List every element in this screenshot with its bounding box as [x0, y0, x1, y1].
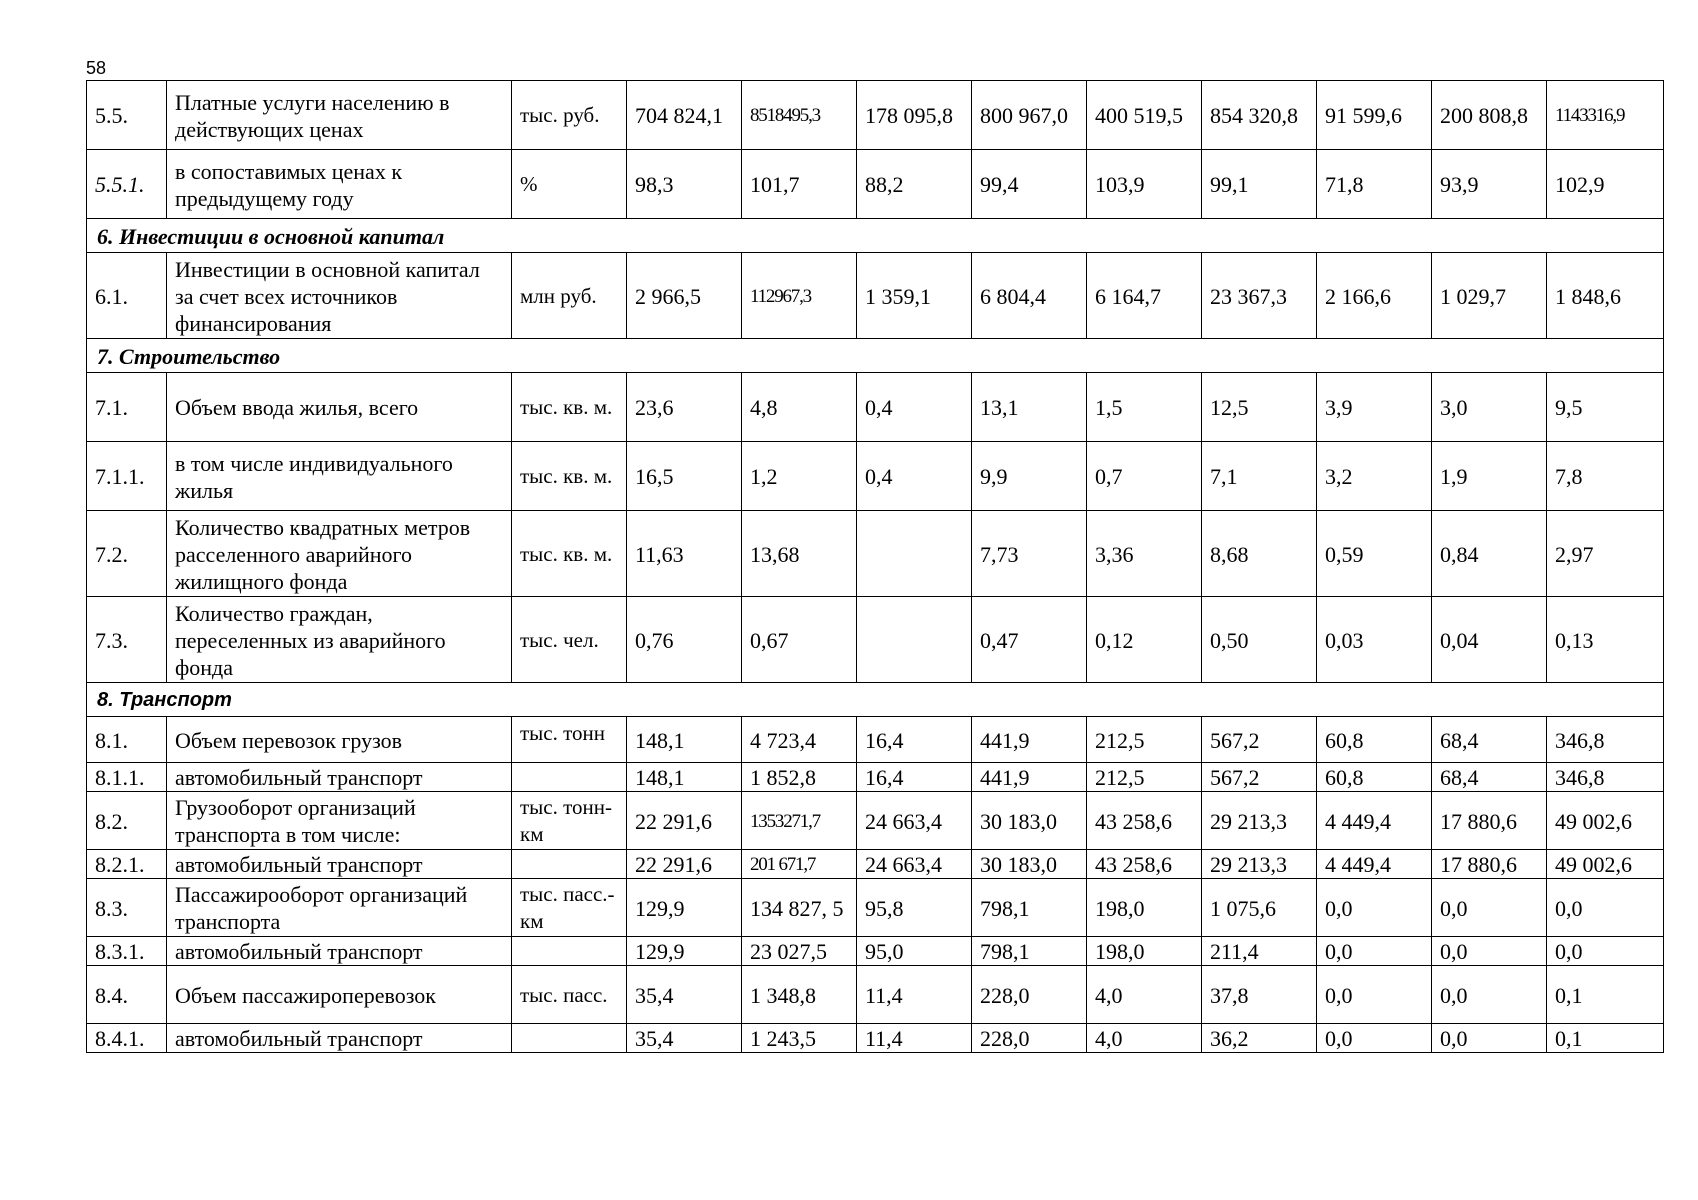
value-cell: 198,0: [1087, 879, 1202, 937]
value-cell: 0,13: [1547, 597, 1664, 683]
row-unit: тыс. пасс.: [512, 966, 627, 1024]
value-cell: 129,9: [627, 879, 742, 937]
row-code: 5.5.: [87, 81, 167, 150]
section-title: 8. Транспорт: [87, 683, 1664, 717]
value-cell: 9,5: [1547, 373, 1664, 442]
value-cell: 0,4: [857, 442, 972, 511]
value-cell: 102,9: [1547, 150, 1664, 219]
statistics-table: [86, 80, 1664, 1053]
value-cell: 704 824,1: [627, 81, 742, 150]
value-cell: 0,0: [1317, 879, 1432, 937]
value-cell: 0,0: [1317, 937, 1432, 966]
value-cell: 35,4: [627, 1024, 742, 1053]
section-title: 7. Строительство: [87, 339, 1664, 373]
row-name: автомобильный транспорт: [167, 937, 512, 966]
value-cell: 68,4: [1432, 717, 1547, 763]
value-cell: 1 359,1: [857, 253, 972, 339]
value-cell: 0,84: [1432, 511, 1547, 597]
value-cell: 60,8: [1317, 763, 1432, 792]
table-row: [87, 373, 1664, 442]
table-row: [87, 150, 1664, 219]
value-cell: 2 166,6: [1317, 253, 1432, 339]
value-cell: 23 367,3: [1202, 253, 1317, 339]
row-name: Платные услуги населению в действующих ценах: [167, 81, 512, 150]
value-cell: 13,68: [742, 511, 857, 597]
value-cell: 43 258,6: [1087, 792, 1202, 850]
value-cell: 22 291,6: [627, 850, 742, 879]
row-name: автомобильный транспорт: [167, 1024, 512, 1053]
value-cell: 22 291,6: [627, 792, 742, 850]
row-unit: тыс. кв. м.: [512, 442, 627, 511]
row-unit: [512, 717, 627, 763]
row-unit-text: тыс. тонн: [520, 721, 605, 745]
table-row: [87, 717, 1664, 763]
value-cell: 129,9: [627, 937, 742, 966]
row-name: в сопоставимых ценах к предыдущему году: [167, 150, 512, 219]
value-cell: 0,0: [1317, 1024, 1432, 1053]
value-cell: 3,36: [1087, 511, 1202, 597]
value-cell: 148,1: [627, 717, 742, 763]
value-cell: 99,1: [1202, 150, 1317, 219]
row-code: 8.2.1.: [87, 850, 167, 879]
row-name: Объем пассажироперевозок: [167, 966, 512, 1024]
value-cell: 6 164,7: [1087, 253, 1202, 339]
value-cell: 1,5: [1087, 373, 1202, 442]
table-row: [87, 763, 1664, 792]
value-cell: 7,1: [1202, 442, 1317, 511]
value-cell: 4 723,4: [742, 717, 857, 763]
value-cell: 29 213,3: [1202, 850, 1317, 879]
table-row: [87, 81, 1664, 150]
value-cell: 1 243,5: [742, 1024, 857, 1053]
row-unit: [512, 937, 627, 966]
value-cell: 1,2: [742, 442, 857, 511]
row-code: 8.3.1.: [87, 937, 167, 966]
value-cell: 211,4: [1202, 937, 1317, 966]
value-cell: 1 075,6: [1202, 879, 1317, 937]
value-cell: 3,0: [1432, 373, 1547, 442]
value-cell: 0,4: [857, 373, 972, 442]
row-unit: тыс. кв. м.: [512, 373, 627, 442]
value-cell: 95,8: [857, 879, 972, 937]
table-row: [87, 850, 1664, 879]
row-name: Объем ввода жилья, всего: [167, 373, 512, 442]
row-name: в том числе индивидуального жилья: [167, 442, 512, 511]
value-cell: 0,0: [1547, 879, 1664, 937]
value-cell: 95,0: [857, 937, 972, 966]
table-row: [87, 879, 1664, 937]
table-row: [87, 1024, 1664, 1053]
value-cell: 0,0: [1432, 937, 1547, 966]
value-cell: 12,5: [1202, 373, 1317, 442]
value-cell: 16,5: [627, 442, 742, 511]
value-cell: 1 848,6: [1547, 253, 1664, 339]
value-cell: 3,2: [1317, 442, 1432, 511]
value-cell: 0,50: [1202, 597, 1317, 683]
row-name: Пассажирооборот организаций транспорта: [167, 879, 512, 937]
value-cell: 9,9: [972, 442, 1087, 511]
value-cell: 2 966,5: [627, 253, 742, 339]
value-cell: 1 348,8: [742, 966, 857, 1024]
value-cell: 11,4: [857, 966, 972, 1024]
value-cell: 17 880,6: [1432, 792, 1547, 850]
value-cell: 346,8: [1547, 717, 1664, 763]
value-cell: 17 880,6: [1432, 850, 1547, 879]
value-cell: 567,2: [1202, 763, 1317, 792]
value-cell: 36,2: [1202, 1024, 1317, 1053]
row-code: 7.1.: [87, 373, 167, 442]
value-cell: 567,2: [1202, 717, 1317, 763]
row-name: Объем перевозок грузов: [167, 717, 512, 763]
value-cell: 4,0: [1087, 966, 1202, 1024]
value-cell: 400 519,5: [1087, 81, 1202, 150]
value-cell: 29 213,3: [1202, 792, 1317, 850]
row-code: 8.3.: [87, 879, 167, 937]
row-code: 8.4.1.: [87, 1024, 167, 1053]
table-row: [87, 253, 1664, 339]
section-header: [87, 219, 1664, 253]
row-name: автомобильный транспорт: [167, 763, 512, 792]
table-row: [87, 792, 1664, 850]
table-row: [87, 442, 1664, 511]
value-cell: 228,0: [972, 1024, 1087, 1053]
value-cell: 1143316,9: [1547, 81, 1664, 150]
row-name: Инвестиции в основной капитал за счет всех источников финансирования: [167, 253, 512, 339]
row-name: Количество граждан, переселенных из аварийного фонда: [167, 597, 512, 683]
value-cell: 13,1: [972, 373, 1087, 442]
value-cell: 16,4: [857, 763, 972, 792]
value-cell: 346,8: [1547, 763, 1664, 792]
value-cell: 49 002,6: [1547, 792, 1664, 850]
row-code: 7.1.1.: [87, 442, 167, 511]
table-row: [87, 597, 1664, 683]
value-cell: 24 663,4: [857, 792, 972, 850]
value-cell: 30 183,0: [972, 850, 1087, 879]
row-unit: тыс. кв. м.: [512, 511, 627, 597]
value-cell: 212,5: [1087, 763, 1202, 792]
value-cell: 8,68: [1202, 511, 1317, 597]
value-cell: 0,76: [627, 597, 742, 683]
value-cell: 148,1: [627, 763, 742, 792]
value-cell: 103,9: [1087, 150, 1202, 219]
value-cell: 4 449,4: [1317, 792, 1432, 850]
value-cell: 93,9: [1432, 150, 1547, 219]
value-cell: 0,59: [1317, 511, 1432, 597]
table-row: [87, 511, 1664, 597]
value-cell: 0,0: [1547, 937, 1664, 966]
row-code: 5.5.1.: [87, 150, 167, 219]
row-unit: млн руб.: [512, 253, 627, 339]
value-cell: 37,8: [1202, 966, 1317, 1024]
value-cell: 68,4: [1432, 763, 1547, 792]
value-cell: 0,0: [1432, 879, 1547, 937]
value-cell: 49 002,6: [1547, 850, 1664, 879]
value-cell: 1,9: [1432, 442, 1547, 511]
row-code: 6.1.: [87, 253, 167, 339]
section-header: [87, 339, 1664, 373]
value-cell: 16,4: [857, 717, 972, 763]
row-unit: [512, 1024, 627, 1053]
value-cell: 0,03: [1317, 597, 1432, 683]
row-unit: [512, 763, 627, 792]
value-cell: 8518495,3: [742, 81, 857, 150]
value-cell: 854 320,8: [1202, 81, 1317, 150]
value-cell: [857, 511, 972, 597]
value-cell: 1353271,7: [742, 792, 857, 850]
value-cell: 1 852,8: [742, 763, 857, 792]
value-cell: 0,04: [1432, 597, 1547, 683]
row-code: 7.2.: [87, 511, 167, 597]
value-cell: 24 663,4: [857, 850, 972, 879]
value-cell: 6 804,4: [972, 253, 1087, 339]
value-cell: 7,8: [1547, 442, 1664, 511]
value-cell: 99,4: [972, 150, 1087, 219]
value-cell: 11,4: [857, 1024, 972, 1053]
value-cell: 71,8: [1317, 150, 1432, 219]
value-cell: 35,4: [627, 966, 742, 1024]
value-cell: 0,12: [1087, 597, 1202, 683]
value-cell: 60,8: [1317, 717, 1432, 763]
value-cell: 228,0: [972, 966, 1087, 1024]
value-cell: 800 967,0: [972, 81, 1087, 150]
row-unit: [512, 850, 627, 879]
value-cell: 11,63: [627, 511, 742, 597]
row-code: 8.1.1.: [87, 763, 167, 792]
value-cell: 23 027,5: [742, 937, 857, 966]
value-cell: 3,9: [1317, 373, 1432, 442]
value-cell: 0,1: [1547, 966, 1664, 1024]
value-cell: 0,7: [1087, 442, 1202, 511]
value-cell: 201 671,7: [742, 850, 857, 879]
row-unit: %: [512, 150, 627, 219]
row-unit: тыс. пасс.-км: [512, 879, 627, 937]
value-cell: 98,3: [627, 150, 742, 219]
value-cell: 4,0: [1087, 1024, 1202, 1053]
row-unit: тыс. чел.: [512, 597, 627, 683]
value-cell: 0,0: [1432, 966, 1547, 1024]
value-cell: 0,0: [1317, 966, 1432, 1024]
value-cell: 23,6: [627, 373, 742, 442]
value-cell: 798,1: [972, 879, 1087, 937]
row-unit: тыс. руб.: [512, 81, 627, 150]
value-cell: 0,0: [1432, 1024, 1547, 1053]
row-code: 8.1.: [87, 717, 167, 763]
value-cell: 1 029,7: [1432, 253, 1547, 339]
value-cell: 43 258,6: [1087, 850, 1202, 879]
value-cell: 4 449,4: [1317, 850, 1432, 879]
value-cell: 88,2: [857, 150, 972, 219]
value-cell: 4,8: [742, 373, 857, 442]
value-cell: 91 599,6: [1317, 81, 1432, 150]
value-cell: 134 827, 5: [742, 879, 857, 937]
row-name: Грузооборот организаций транспорта в том числе:: [167, 792, 512, 850]
row-code: 7.3.: [87, 597, 167, 683]
table-row: [87, 937, 1664, 966]
row-code: 8.4.: [87, 966, 167, 1024]
section-header: [87, 683, 1664, 717]
row-code: 8.2.: [87, 792, 167, 850]
value-cell: 101,7: [742, 150, 857, 219]
row-name: автомобильный транспорт: [167, 850, 512, 879]
row-unit: тыс. тонн-км: [512, 792, 627, 850]
value-cell: 441,9: [972, 763, 1087, 792]
value-cell: 2,97: [1547, 511, 1664, 597]
value-cell: 198,0: [1087, 937, 1202, 966]
page-number: 58: [86, 58, 107, 78]
value-cell: 212,5: [1087, 717, 1202, 763]
value-cell: 0,47: [972, 597, 1087, 683]
value-cell: 0,67: [742, 597, 857, 683]
value-cell: 0,1: [1547, 1024, 1664, 1053]
value-cell: 178 095,8: [857, 81, 972, 150]
value-cell: 112967,3: [742, 253, 857, 339]
value-cell: [857, 597, 972, 683]
row-name: Количество квадратных метров расселенного аварийного жилищного фонда: [167, 511, 512, 597]
section-title: 6. Инвестиции в основной капитал: [87, 219, 1664, 253]
value-cell: 200 808,8: [1432, 81, 1547, 150]
table-row: [87, 966, 1664, 1024]
value-cell: 30 183,0: [972, 792, 1087, 850]
value-cell: 798,1: [972, 937, 1087, 966]
value-cell: 441,9: [972, 717, 1087, 763]
value-cell: 7,73: [972, 511, 1087, 597]
